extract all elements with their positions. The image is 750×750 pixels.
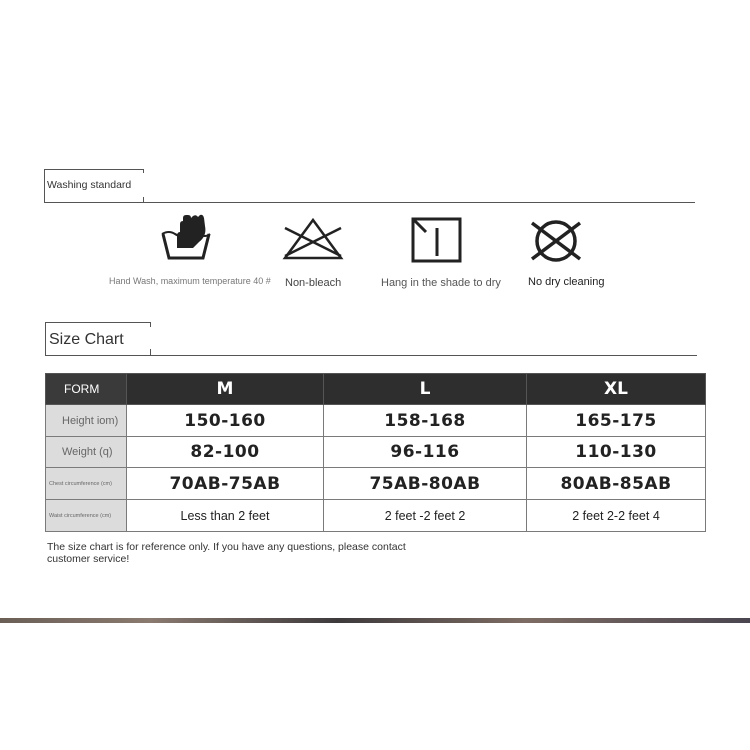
product-photo-edge <box>0 618 750 623</box>
no-dry-clean-icon <box>528 218 584 264</box>
size-xl-header: XL <box>527 374 706 405</box>
non-bleach-label: Non-bleach <box>285 277 342 289</box>
table-cell: 82-100 <box>127 437 324 468</box>
table-cell: 96-116 <box>324 437 527 468</box>
table-cell: Less than 2 feet <box>127 500 324 532</box>
non-bleach-icon <box>281 216 345 262</box>
table-row <box>46 500 706 532</box>
row-label-weight: Weight (q) <box>46 437 127 468</box>
wash-item-no-dry-clean <box>528 218 584 264</box>
row-label-height: Height iom) <box>46 405 127 437</box>
table-row <box>46 405 706 437</box>
wash-item-shade-dry <box>410 216 464 264</box>
table-cell: 75AB-80AB <box>324 468 527 500</box>
no-dry-clean-label: No dry cleaning <box>528 276 605 288</box>
washing-standard-title: Washing standard <box>47 179 132 191</box>
size-chart-note: The size chart is for reference only. If you have any questions, please contact customer service! <box>47 541 406 565</box>
table-cell: 110-130 <box>527 437 706 468</box>
washing-standard-header <box>44 169 696 205</box>
size-l-header: L <box>324 374 527 405</box>
table-cell: 80AB-85AB <box>527 468 706 500</box>
table-row <box>46 468 706 500</box>
row-label-chest: Chest circumference (cm) <box>46 468 127 500</box>
wash-item-non-bleach <box>281 216 345 262</box>
table-cell: 2 feet 2-2 feet 4 <box>527 500 706 532</box>
hand-wash-label: Hand Wash, maximum temperature 40 # <box>109 276 271 286</box>
size-header-row <box>46 374 706 405</box>
shade-dry-icon <box>410 216 464 264</box>
table-cell: 158-168 <box>324 405 527 437</box>
wash-item-hand-wash <box>158 212 214 262</box>
hand-wash-icon <box>159 212 213 262</box>
shade-dry-label: Hang in the shade to dry <box>381 277 501 289</box>
table-cell: 165-175 <box>527 405 706 437</box>
form-header: FORM <box>46 374 127 405</box>
size-chart-table <box>45 373 706 532</box>
table-row <box>46 437 706 468</box>
size-chart-header <box>45 322 697 358</box>
size-m-header: M <box>127 374 324 405</box>
table-cell: 2 feet -2 feet 2 <box>324 500 527 532</box>
row-label-waist: Waist circumference (cm) <box>46 500 127 532</box>
size-chart-title: Size Chart <box>49 331 124 348</box>
table-cell: 70AB-75AB <box>127 468 324 500</box>
table-cell: 150-160 <box>127 405 324 437</box>
